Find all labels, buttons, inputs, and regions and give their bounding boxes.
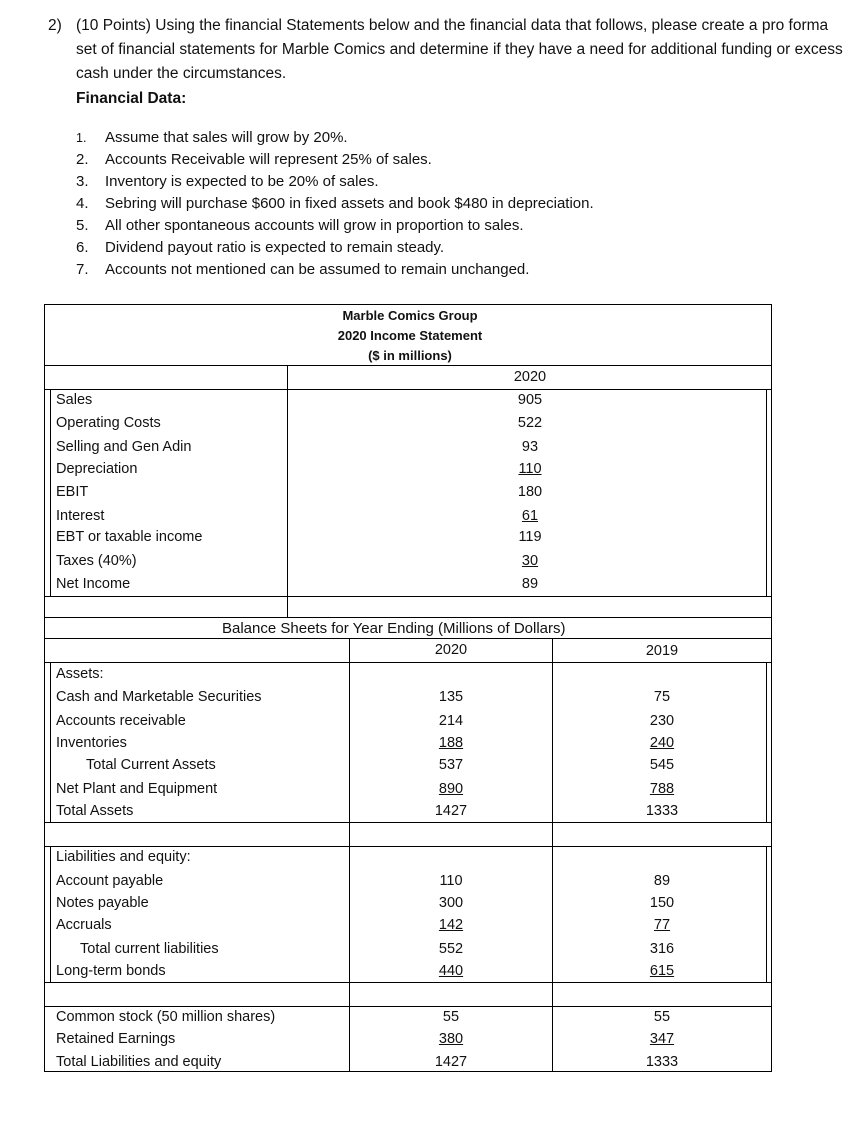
asset-row-label: Inventories (56, 735, 127, 751)
income-row-value: 119 (518, 529, 542, 545)
list-text: Inventory is expected to be 20% of sales. (105, 173, 379, 190)
asset-row-2020: 135 (438, 689, 464, 705)
income-row-label: Selling and Gen Adin (56, 439, 192, 455)
list-text: Accounts not mentioned can be assumed to remain unchanged. (105, 261, 530, 278)
question-text: (10 Points) Using the financial Statements below and the financial data that follows, please create a pro forma set of financial statements for Marble Comics and determine if they have a need for additional funding or excess cash under the circumstances. (76, 17, 843, 82)
equity-row-2019: 55 (653, 1009, 671, 1025)
assets-heading: Assets: (56, 666, 104, 682)
liability-row-2020: 110 (439, 873, 463, 889)
asset-row-2020: 890 (438, 781, 464, 797)
income-row-label: Depreciation (56, 461, 138, 477)
list-text: Assume that sales will grow by 20%. (105, 129, 348, 146)
income-row-label: Net Income (56, 576, 131, 592)
equity-row-2020: 380 (438, 1031, 464, 1047)
income-row-label: Sales (56, 392, 93, 408)
list-number: 6. (76, 239, 89, 256)
asset-row-label: Total Assets (56, 803, 134, 819)
income-row-value: 30 (521, 553, 539, 569)
liability-row-label: Accruals (56, 917, 112, 933)
income-row-value: 89 (521, 576, 539, 592)
asset-row-2019: 75 (653, 689, 671, 705)
asset-row-label: Cash and Marketable Securities (56, 689, 262, 705)
liability-row-2020: 440 (438, 963, 464, 979)
balance-sheet-table (44, 617, 772, 1072)
liability-row-2020: 552 (438, 941, 464, 957)
liability-row-label: Long-term bonds (56, 963, 166, 979)
income-row-value: 180 (517, 484, 543, 500)
list-number: 2. (76, 151, 89, 168)
asset-row-2019: 788 (649, 781, 675, 797)
liability-row-2019: 77 (653, 917, 671, 933)
liability-row-2019: 316 (649, 941, 675, 957)
equity-row-2020: 55 (442, 1009, 460, 1025)
asset-row-2019: 1333 (645, 803, 679, 819)
statement-units: ($ in millions) (368, 348, 452, 363)
asset-row-2019: 545 (649, 757, 675, 773)
income-row-label: Interest (56, 508, 105, 524)
asset-row-2020: 214 (438, 713, 464, 729)
liability-row-label: Total current liabilities (80, 941, 219, 957)
asset-row-2019: 230 (649, 713, 675, 729)
income-statement-title (240, 306, 580, 366)
equity-row-label: Common stock (50 million shares) (56, 1009, 276, 1025)
list-number: 5. (76, 217, 89, 234)
asset-row-2020: 188 (438, 735, 464, 751)
asset-row-label: Net Plant and Equipment (56, 781, 218, 797)
company-name: Marble Comics Group (342, 308, 478, 323)
income-row-value: 905 (517, 392, 543, 408)
statement-title: 2020 Income Statement (337, 328, 483, 343)
liability-row-label: Account payable (56, 873, 164, 889)
list-text: Dividend payout ratio is expected to remain steady. (105, 239, 445, 256)
list-number: 1. (76, 131, 87, 145)
equity-row-2019: 1333 (645, 1054, 679, 1070)
question-number: 2) (48, 17, 62, 34)
income-year-header: 2020 (513, 369, 547, 385)
income-row-label: EBT or taxable income (56, 529, 203, 545)
equity-row-2020: 1427 (434, 1054, 468, 1070)
equity-row-label: Retained Earnings (56, 1031, 176, 1047)
list-text: Accounts Receivable will represent 25% of sales. (105, 151, 432, 168)
financial-data-heading: Financial Data: (76, 90, 187, 107)
list-text: Sebring will purchase $600 in fixed assets and book $480 in depreciation. (105, 195, 594, 212)
list-number: 7. (76, 261, 89, 278)
income-row-label: Taxes (40%) (56, 553, 137, 569)
liability-row-label: Notes payable (56, 895, 149, 911)
asset-row-2019: 240 (649, 735, 675, 751)
balance-year-2020-header: 2020 (434, 642, 468, 658)
income-row-value: 110 (518, 461, 542, 477)
list-text: All other spontaneous accounts will grow in proportion to sales. (105, 217, 524, 234)
income-row-value: 61 (521, 508, 539, 524)
income-row-value: 522 (517, 415, 543, 431)
liability-row-2019: 89 (653, 873, 671, 889)
list-number: 3. (76, 173, 89, 190)
asset-row-2020: 537 (438, 757, 464, 773)
income-row-label: EBIT (56, 484, 89, 500)
income-row-value: 93 (521, 439, 539, 455)
liability-row-2020: 300 (438, 895, 464, 911)
asset-row-label: Total Current Assets (86, 757, 216, 773)
income-row-label: Operating Costs (56, 415, 161, 431)
equity-row-label: Total Liabilities and equity (56, 1054, 222, 1070)
asset-row-label: Accounts receivable (56, 713, 186, 729)
list-number: 4. (76, 195, 89, 212)
equity-row-2019: 347 (649, 1031, 675, 1047)
asset-row-2020: 1427 (434, 803, 468, 819)
liability-row-2020: 142 (438, 917, 464, 933)
balance-sheet-title: Balance Sheets for Year Ending (Millions of Dollars) (222, 620, 566, 637)
liability-row-2019: 150 (649, 895, 675, 911)
liability-row-2019: 615 (649, 963, 675, 979)
liabilities-heading: Liabilities and equity: (56, 849, 191, 865)
balance-year-2019-header: 2019 (645, 643, 679, 659)
